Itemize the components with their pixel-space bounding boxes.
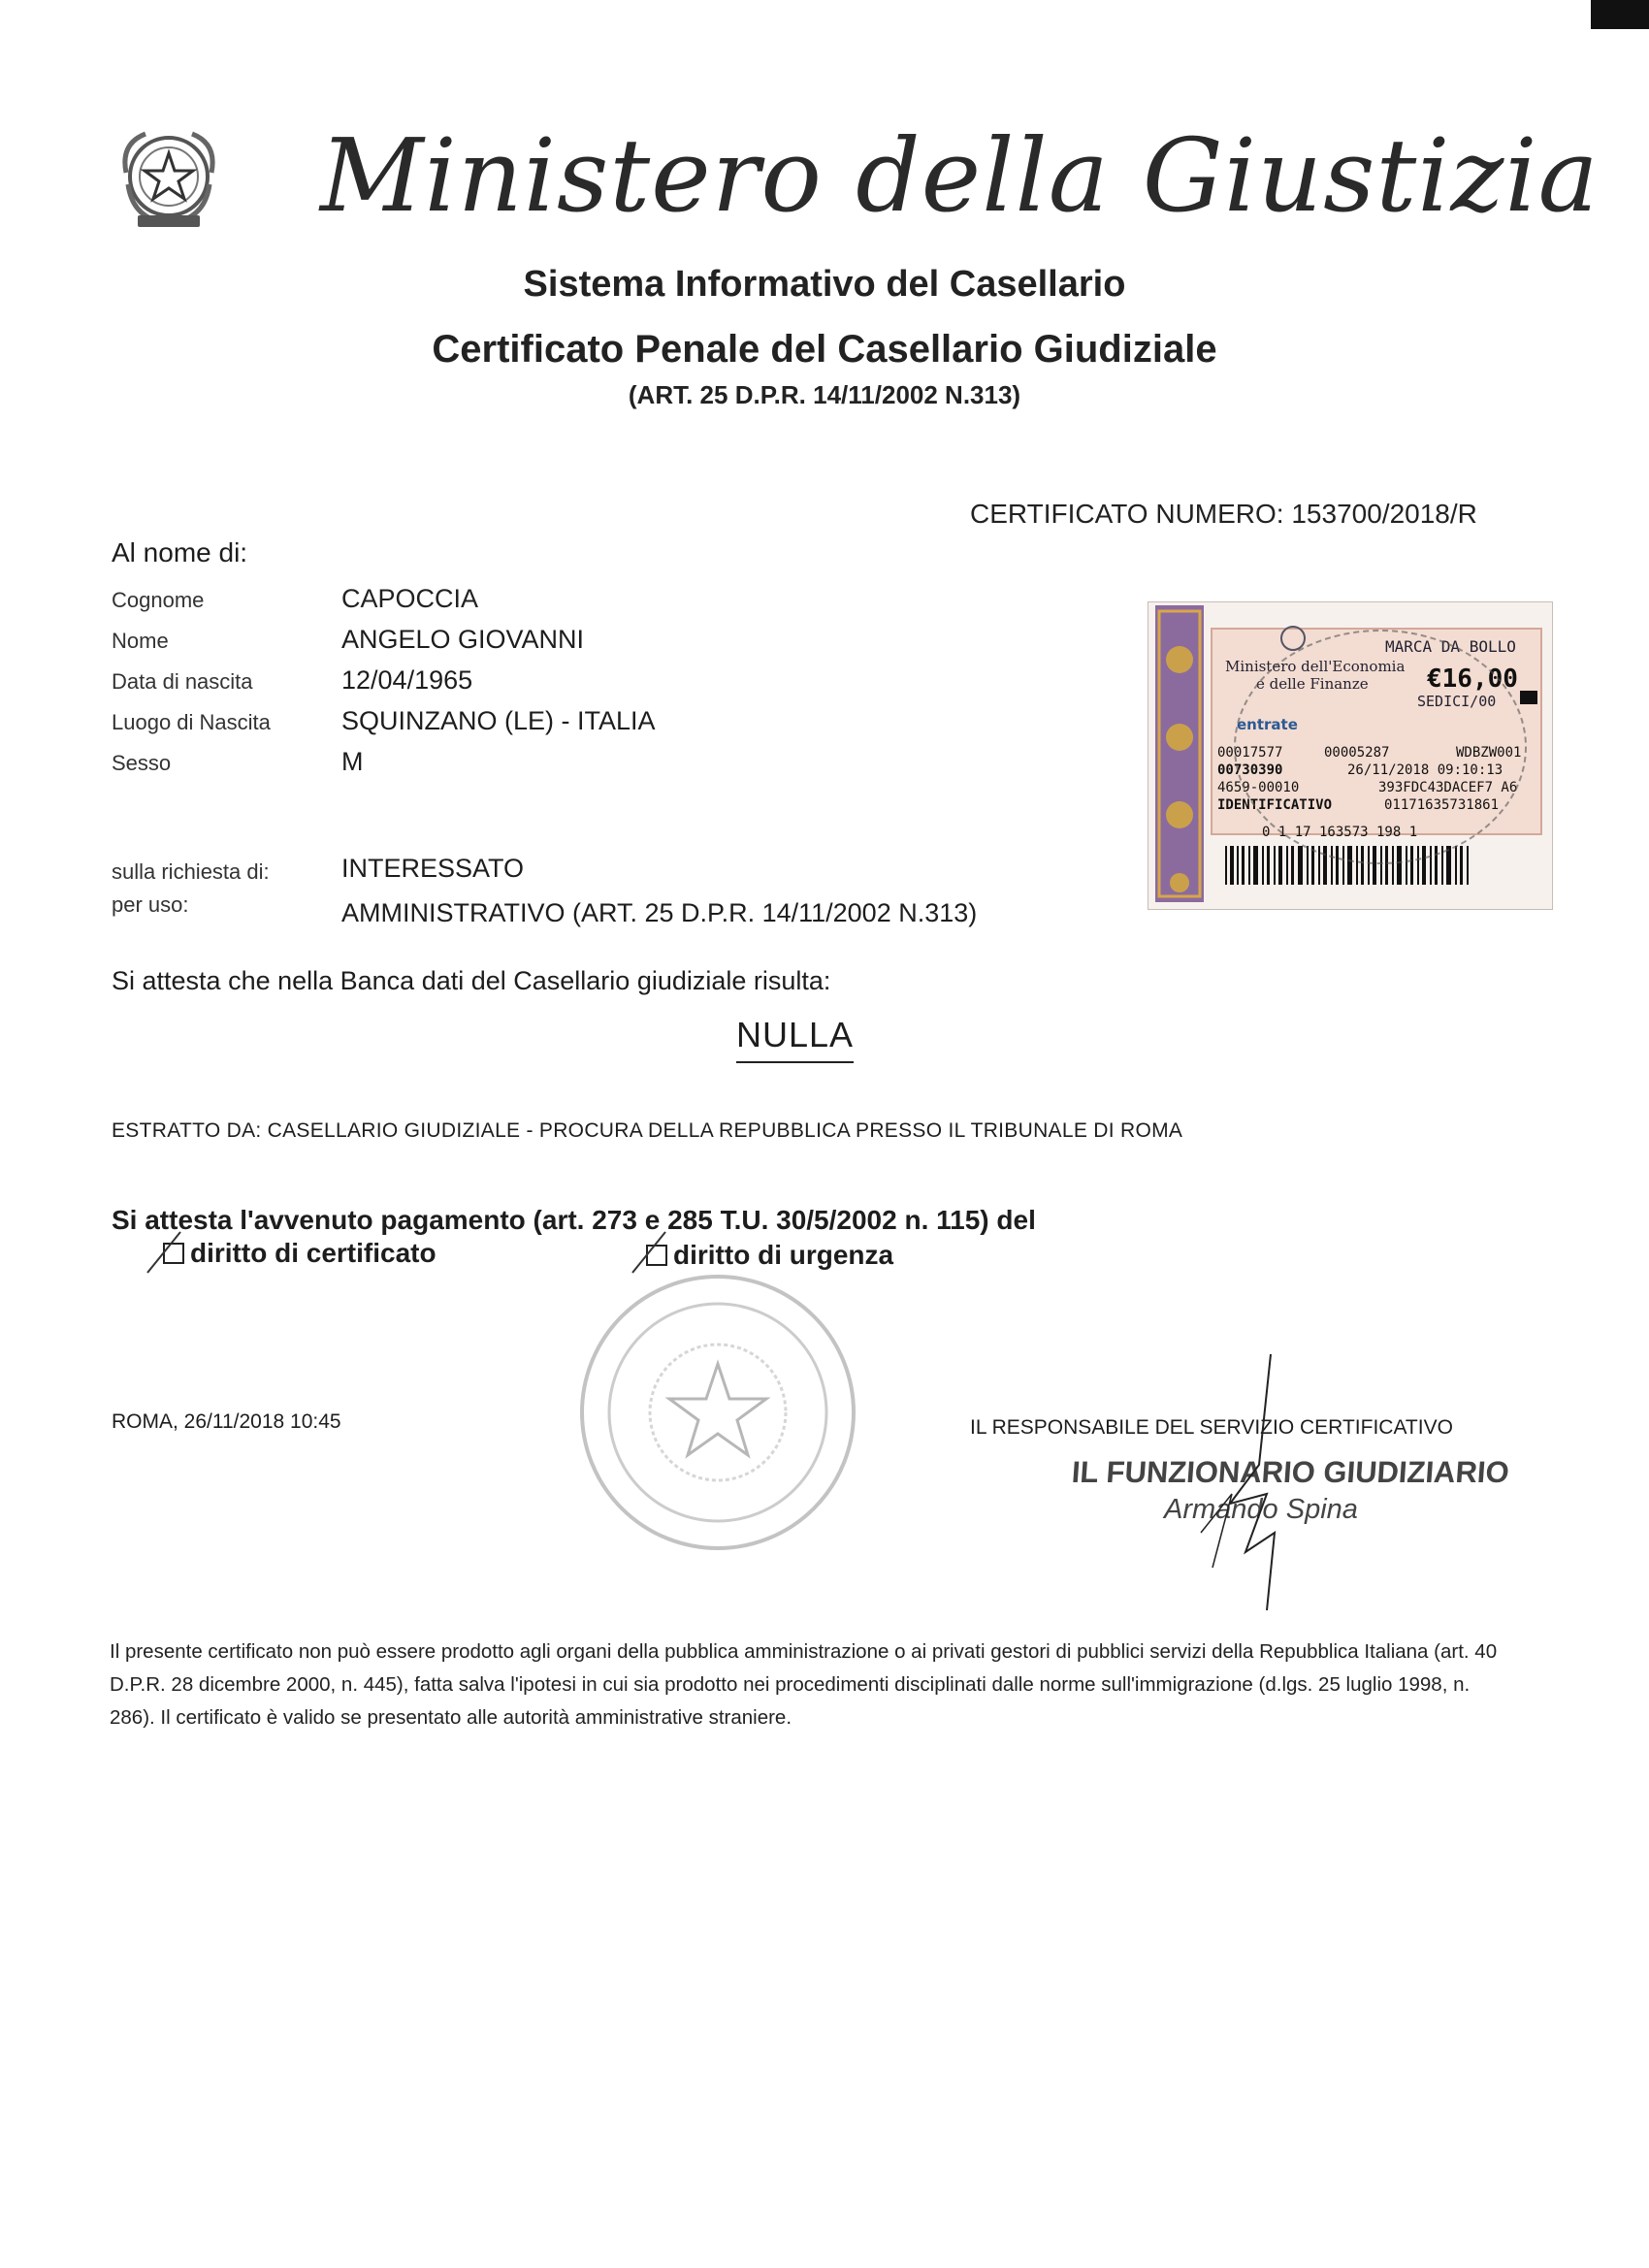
revenue-stamp (1148, 601, 1553, 910)
handwritten-signature-icon (1174, 1348, 1290, 1620)
payment-option-certificato (163, 1238, 436, 1269)
richiesta-label: sulla richiesta di: (112, 859, 270, 884)
stamp-code-2: 00005287 (1324, 745, 1390, 761)
field-value-sesso: M (341, 747, 364, 776)
certificate-number-label: CERTIFICATO NUMERO: (970, 499, 1284, 529)
payment-option-urgenza (646, 1240, 893, 1271)
uso-label: per uso: (112, 892, 189, 917)
certificate-law-reference: (ART. 25 D.P.R. 14/11/2002 N.313) (628, 380, 1021, 409)
stamp-type: MARCA DA BOLLO (1385, 637, 1516, 656)
italian-republic-emblem-icon (113, 124, 225, 233)
field-value-luogo-nascita: SQUINZANO (LE) - ITALIA (341, 706, 656, 735)
official-title-stamp: IL FUNZIONARIO GIUDIZIARIO (1070, 1455, 1510, 1489)
payment-option-certificato-label: diritto di certificato (190, 1238, 436, 1268)
stamp-code-9: 01171635731861 (1384, 797, 1500, 813)
checkmark-icon (146, 1228, 184, 1277)
stamp-barcode-number: 0 1 17 163573 198 1 (1262, 825, 1418, 840)
field-label-cognome: Cognome (112, 588, 205, 612)
stamp-issuer-2: e delle Finanze (1256, 675, 1369, 693)
ministry-title: Ministero della Giustizia (320, 116, 1600, 235)
payment-option-urgenza-label: diritto di urgenza (673, 1240, 894, 1270)
scan-corner-shadow (1591, 0, 1649, 29)
field-label-nome: Nome (112, 629, 169, 653)
official-name-stamp: Armando Spina (1164, 1494, 1358, 1525)
stamp-code-3: WDBZW001 (1456, 745, 1522, 761)
uso-value: AMMINISTRATIVO (ART. 25 D.P.R. 14/11/2002 N.313) (341, 898, 978, 927)
official-seal-icon (574, 1269, 861, 1556)
stamp-code-7: 393FDC43DACEF7 A6 (1378, 780, 1518, 795)
stamp-code-4: 00730390 (1217, 762, 1283, 778)
place-date: ROMA, 26/11/2018 10:45 (112, 1410, 341, 1433)
system-title: Sistema Informativo del Casellario (523, 264, 1126, 305)
legal-note: Il presente certificato non può essere prodotto agli organi della pubblica amministrazione o ai privati gestori di pubblici servizi della Repubblica Italiana (art. 40 D.P.R. 28 dicembre 2000, n. 445), fatta salva l'ipotesi in cui sia prodotto nei procedimenti disciplinati dalle norme sull'immigrazione (d.lgs. 25 luglio 1998, n. 286). Il certificato è valido se presentato alle autorità amministrative straniere. (110, 1640, 1498, 1729)
stamp-amount-words: SEDICI/00 (1417, 693, 1497, 710)
field-label-data-nascita: Data di nascita (112, 669, 253, 694)
extract-source: ESTRATTO DA: CASELLARIO GIUDIZIALE - PROCURA DELLA REPUBBLICA PRESSO IL TRIBUNALE DI ROMA (112, 1119, 1183, 1142)
stamp-brand: entrate (1237, 716, 1298, 733)
payment-statement: Si attesta l'avvenuto pagamento (art. 273 e 285 T.U. 30/5/2002 n. 115) del (112, 1205, 1036, 1235)
field-value-cognome: CAPOCCIA (341, 584, 479, 613)
result-nulla: NULLA (736, 1015, 854, 1063)
richiesta-value: INTERESSATO (341, 854, 525, 883)
attest-statement: Si attesta che nella Banca dati del Casellario giudiziale risulta: (112, 966, 831, 995)
stamp-code-5: 26/11/2018 09:10:13 (1347, 762, 1504, 778)
field-value-nome: ANGELO GIOVANNI (341, 625, 585, 654)
field-label-luogo-nascita: Luogo di Nascita (112, 710, 271, 734)
stamp-code-8: IDENTIFICATIVO (1217, 797, 1333, 813)
certificate-number (970, 499, 1477, 530)
stamp-code-6: 4659-00010 (1217, 780, 1300, 795)
responsible-office: IL RESPONSABILE DEL SERVIZIO CERTIFICATIVO (970, 1416, 1453, 1439)
name-intro: Al nome di: (112, 537, 248, 567)
certificate-title: Certificato Penale del Casellario Giudiziale (432, 328, 1217, 371)
certificate-number-value: 153700/2018/R (1291, 499, 1477, 529)
field-value-data-nascita: 12/04/1965 (341, 665, 473, 695)
field-label-sesso: Sesso (112, 751, 172, 775)
stamp-amount: €16,00 (1427, 664, 1518, 694)
stamp-issuer-1: Ministero dell'Economia (1225, 658, 1406, 675)
stamp-code-1: 00017577 (1217, 745, 1283, 761)
